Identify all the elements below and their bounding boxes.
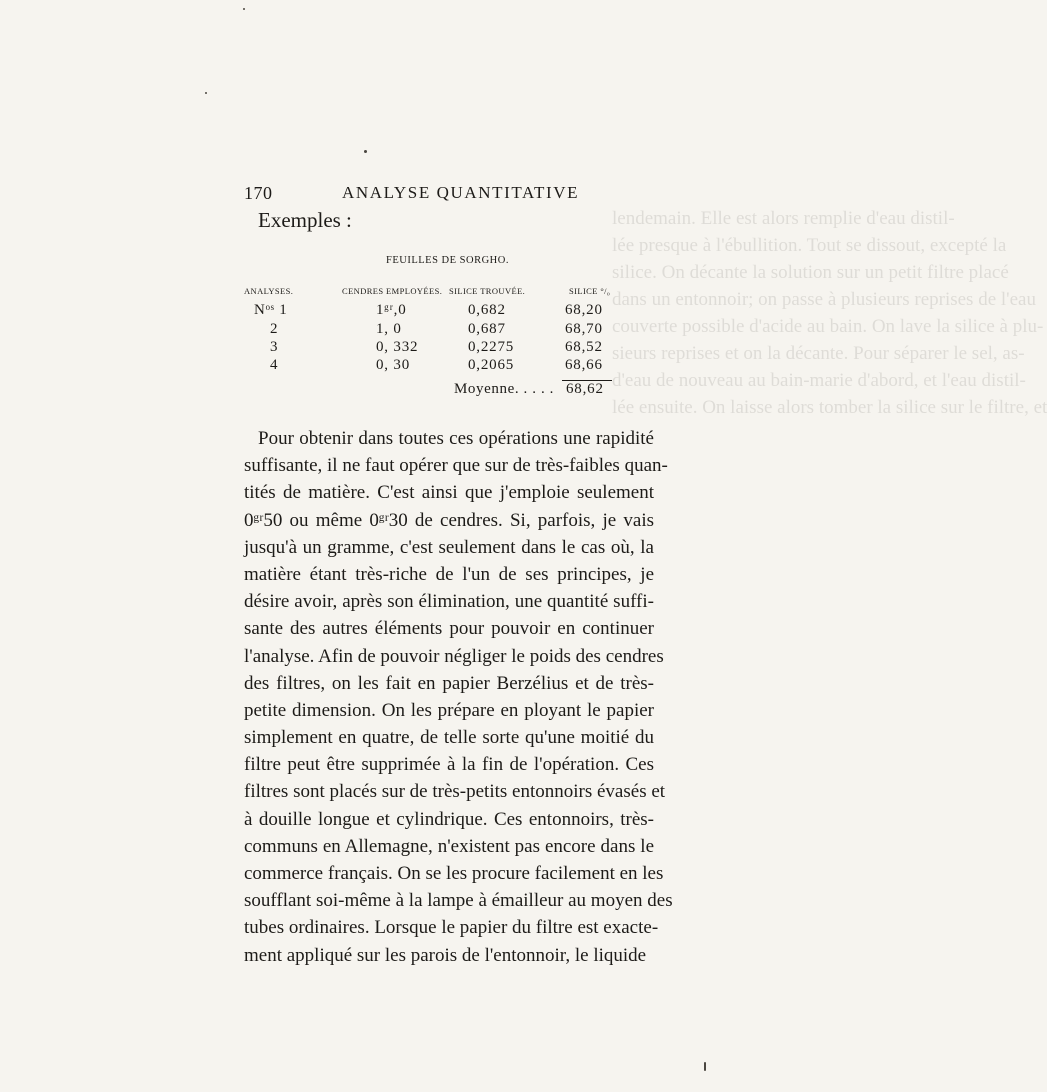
body-paragraph — [244, 425, 673, 969]
paper-speck — [704, 1062, 706, 1071]
column-header-cendres: CENDRES EMPLOYÉES. — [342, 286, 443, 296]
table-title: FEUILLES DE SORGHO. — [386, 255, 509, 266]
bleed-line: couverte possible d'acide au bain. On lave la silice à plu- — [612, 316, 1044, 337]
column-header-silice-trouvee: SILICE TROUVÉE. — [449, 286, 526, 296]
text-line: à douille longue et cylindrique. Ces entonnoirs, très- — [244, 808, 654, 830]
text-line: communs en Allemagne, n'existent pas encore dans le — [244, 835, 654, 857]
paper-speck — [364, 150, 367, 153]
column-header-silice-pct: SILICE °/₀ — [569, 286, 611, 296]
text-line: commerce français. On se les procure facilement en les — [244, 863, 664, 884]
data-table — [244, 286, 654, 406]
text-line: filtres sont placés sur de très-petits entonnoirs évasés et — [244, 781, 666, 803]
bleed-line: lée ensuite. On laisse alors tomber la silice sur le filtre, et — [612, 397, 1047, 418]
table-cell-silice: 0,2065 — [468, 357, 515, 373]
text-line: matière étant très-riche de l'un de ses principes, je — [244, 563, 654, 585]
column-header-analyses: ANALYSES. — [244, 286, 294, 296]
text-line: petite dimension. On les prépare en ployant le papier — [244, 699, 654, 721]
text-line: soufflant soi-même à la lampe à émailleur au moyen des — [244, 890, 673, 912]
text-line: 0ᵍʳ50 ou même 0ᵍʳ30 de cendres. Si, parfois, je vais — [244, 509, 654, 531]
moyenne-label: Moyenne. . . . . — [454, 381, 555, 397]
page-header — [244, 183, 654, 205]
table-cell-silice: 0,2275 — [468, 339, 515, 355]
paper-speck — [243, 8, 245, 10]
bleed-line: sieurs reprises et on la décante. Pour séparer le sel, as- — [612, 343, 1025, 364]
table-cell-pct: 68,52 — [565, 339, 603, 355]
text-line: ment appliqué sur les parois de l'entonnoir, le liquide — [244, 944, 647, 966]
bleed-line: silice. On décante la solution sur un petit filtre placé — [612, 262, 1009, 283]
table-cell-silice: 0,687 — [468, 321, 506, 337]
bleed-line: d'eau de nouveau au bain-marie d'abord, et l'eau distil- — [612, 370, 1026, 391]
table-cell-analyse: 4 — [270, 357, 279, 373]
text-line: des filtres, on les fait en papier Berzélius et de très- — [244, 672, 654, 694]
bleed-line: lée presque à l'ébullition. Tout se dissout, excepté la — [612, 235, 1007, 256]
text-line: désire avoir, après son élimination, une quantité suffi- — [244, 591, 654, 613]
bleed-line: dans un entonnoir; on passe à plusieurs reprises de l'eau — [612, 289, 1036, 310]
text-line: tités de matière. C'est ainsi que j'emploie seulement — [244, 482, 654, 504]
table-cell-pct: 68,70 — [565, 321, 603, 337]
table-cell-analyse: 2 — [270, 321, 279, 337]
bleed-line: lendemain. Elle est alors remplie d'eau distil- — [612, 208, 955, 229]
text-line: tubes ordinaires. Lorsque le papier du filtre est exacte- — [244, 917, 659, 939]
table-cell-cendres: 0, 30 — [376, 357, 410, 373]
table-cell-pct: 68,66 — [565, 357, 603, 373]
table-cell-cendres: 1ᵍʳ,0 — [376, 302, 407, 318]
page-number: 170 — [244, 183, 273, 203]
table-cell-pct: 68,20 — [565, 302, 603, 318]
text-line: simplement en quatre, de telle sorte qu'une moitié du — [244, 727, 654, 749]
table-cell-silice: 0,682 — [468, 302, 506, 318]
table-cell-analyse: Nᵒˢ 1 — [254, 302, 288, 318]
text-line: Pour obtenir dans toutes ces opérations une rapidité — [258, 428, 654, 449]
text-line: l'analyse. Afin de pouvoir négliger le poids des cendres — [244, 645, 664, 667]
table-cell-analyse: 3 — [270, 339, 279, 355]
table-cell-cendres: 0, 332 — [376, 339, 419, 355]
paper-speck — [205, 92, 207, 94]
text-line: jusqu'à un gramme, c'est seulement dans le cas où, la — [244, 536, 654, 558]
intro-label: Exemples : — [258, 208, 352, 232]
moyenne-value: 68,62 — [566, 381, 604, 397]
text-line: filtre peut être supprimée à la fin de l'opération. Ces — [244, 754, 654, 776]
table-cell-cendres: 1, 0 — [376, 321, 402, 337]
running-head: ANALYSE QUANTITATIVE — [342, 183, 580, 202]
text-line: suffisante, il ne faut opérer que sur de très-faibles quan- — [244, 455, 668, 477]
text-line: sante des autres éléments pour pouvoir en continuer — [244, 618, 654, 640]
